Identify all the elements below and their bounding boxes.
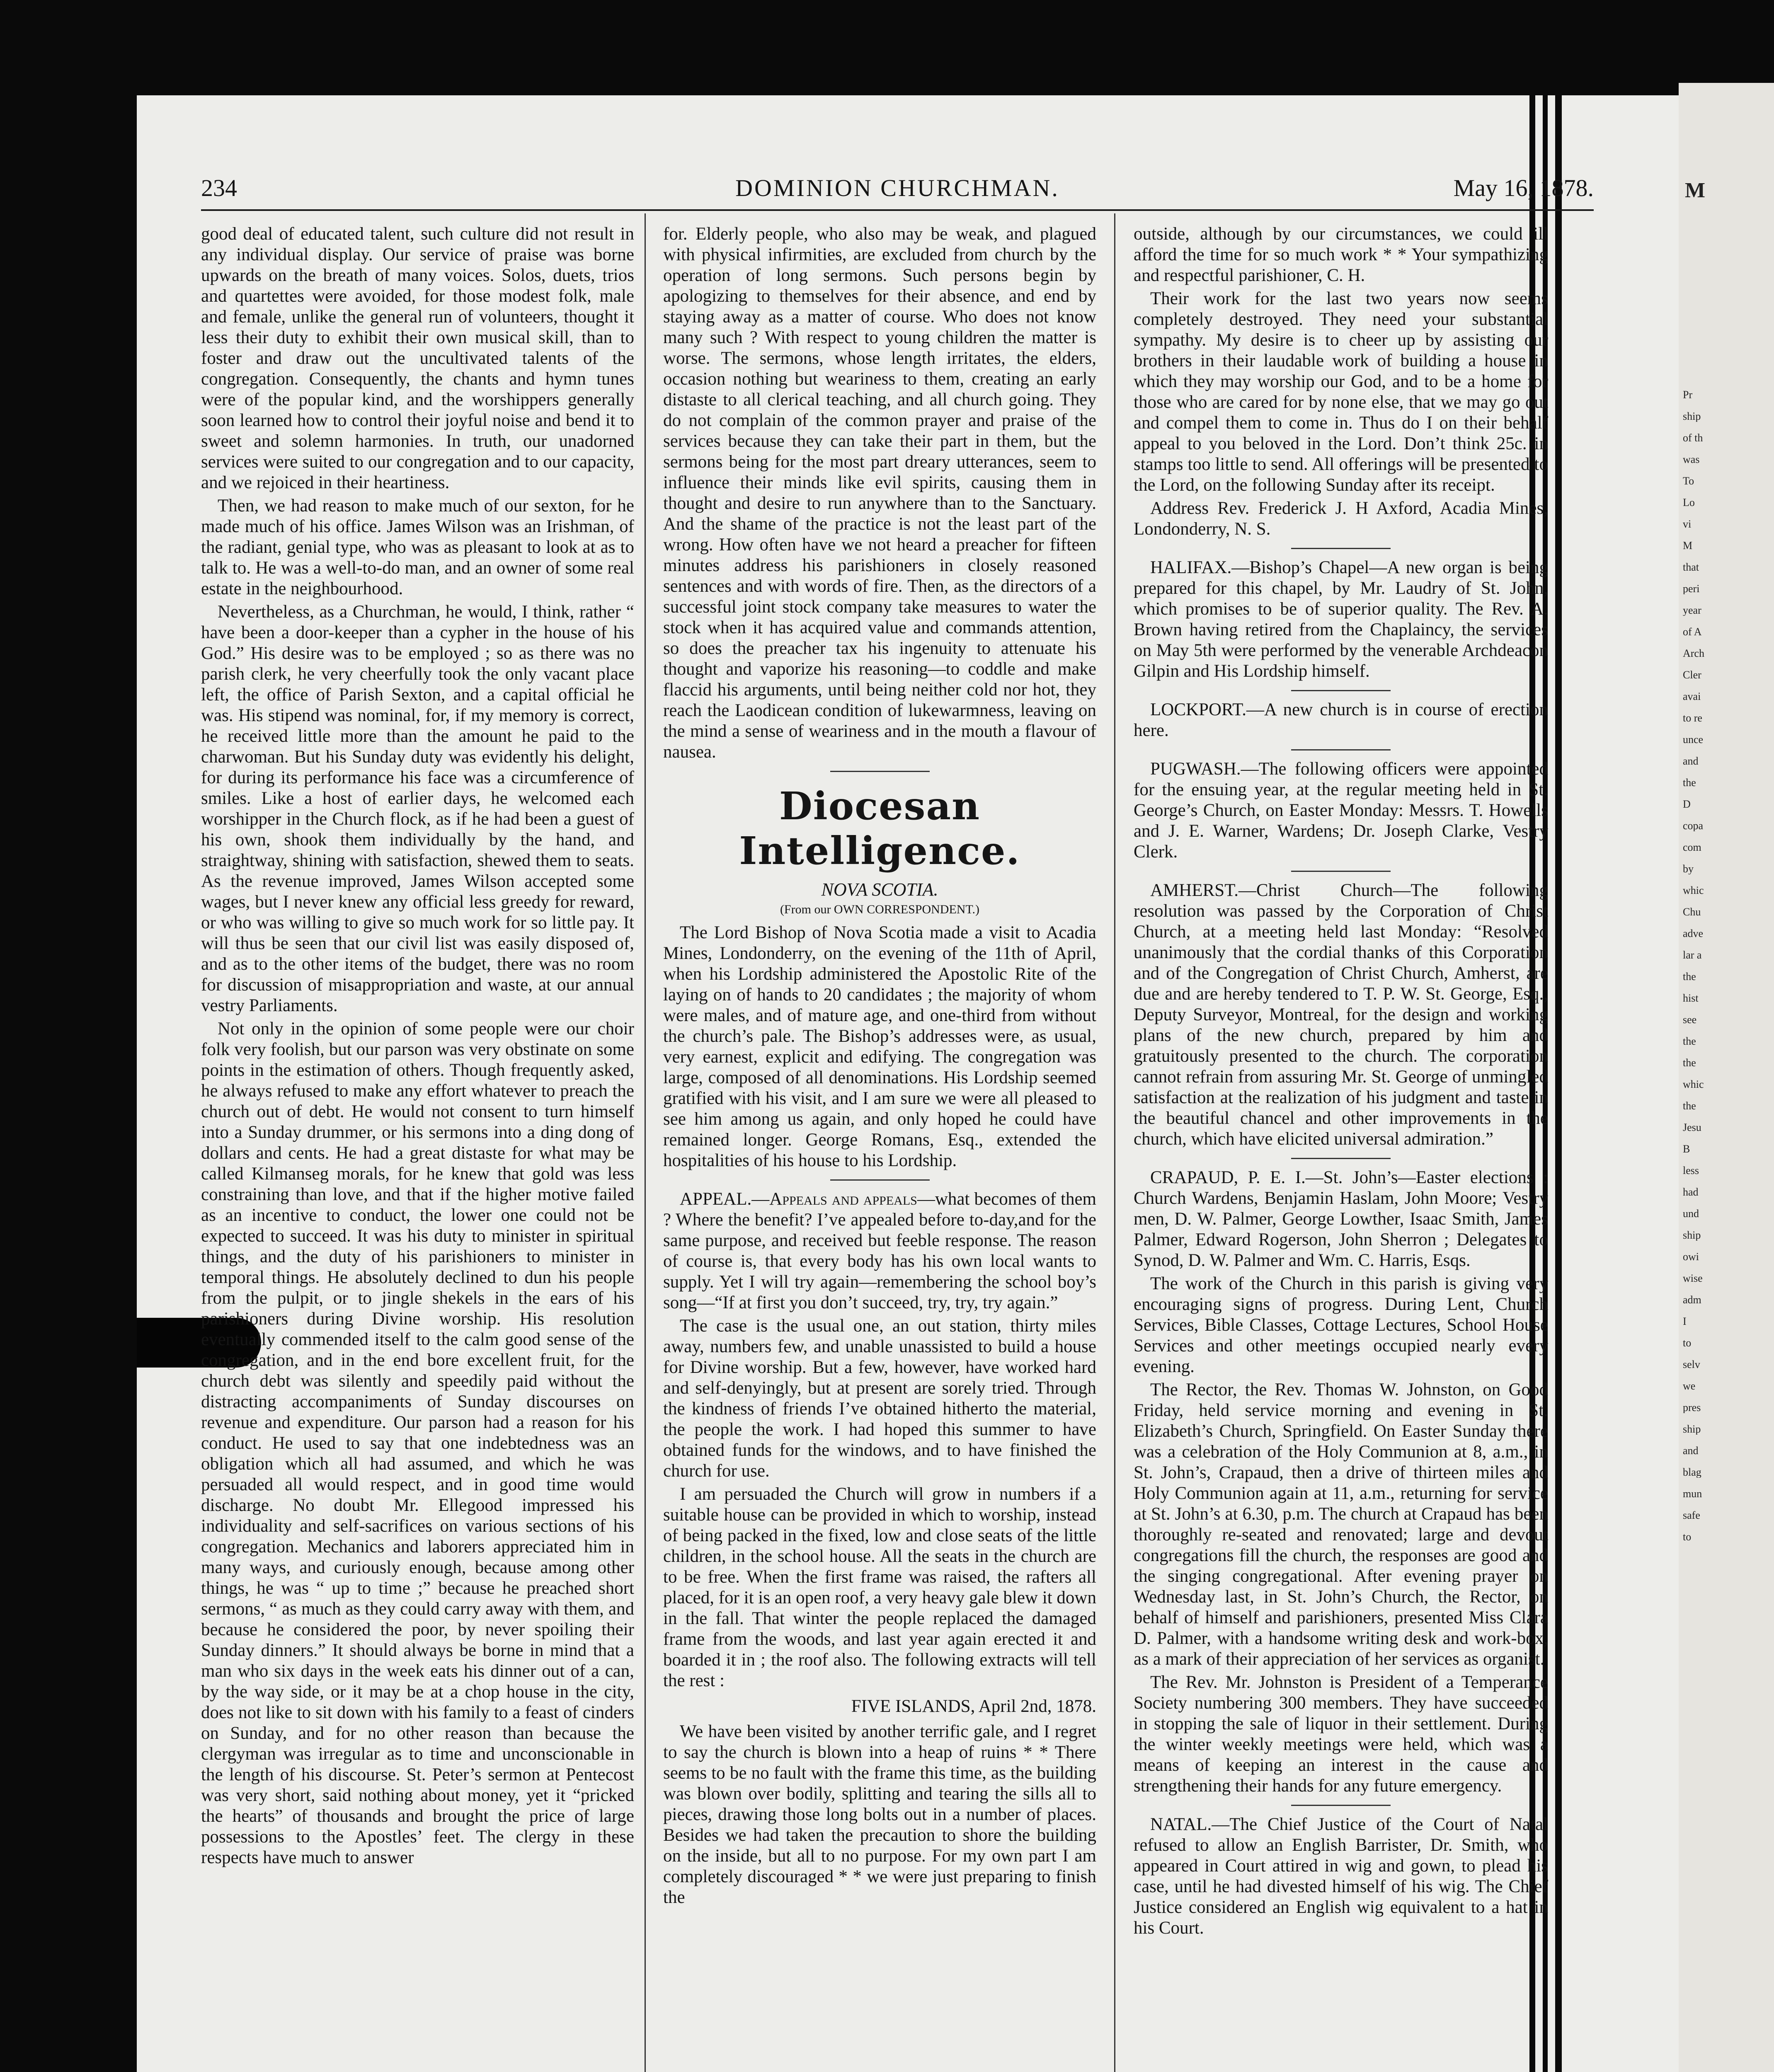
adjacent-page-fragment: blag	[1683, 1467, 1701, 1478]
adjacent-page-fragment: by	[1683, 864, 1694, 874]
page-title: DOMINION CHURCHMAN.	[735, 174, 1059, 201]
adjacent-page-fragment: B	[1683, 1144, 1690, 1155]
adjacent-page-fragment: safe	[1683, 1510, 1700, 1521]
adjacent-page-fragment: that	[1683, 562, 1699, 573]
letter-paragraph: Their work for the last two years now seems completely destroyed. They need your substantial sympathy. My desire is to cheer up by assisting our brothers in their laudable work of building a house in which they may worship our God, and to be a home for those who are cared for by none else, that we may go out and compel them to come in. Thus do I on their behalf appeal to you beloved in the Lord. Don’t think 25c. in stamps too little to send. All offerings will be presented to the Lord, on the following Sunday after its receipt.	[1134, 289, 1548, 495]
adjacent-page-fragment: avai	[1683, 691, 1701, 702]
news-paragraph: LOCKPORT.—A new church is in course of erection here.	[1134, 700, 1548, 740]
letter-dateline: FIVE ISLANDS, April 2nd, 1878.	[851, 1697, 1096, 1716]
page-number: 234	[201, 174, 237, 201]
adjacent-page-fragment: mun	[1683, 1489, 1702, 1499]
adjacent-page-fragment: was	[1683, 454, 1700, 465]
news-paragraph: The Rev. Mr. Johnston is President of a Temperance Society numbering 300 members. They have succeeded in stopping the sale of liquor in their settlement. During the winter weekly meetings were held, which was a means of keeping an interest in the cause and strengthening their hands for any future emergency.	[1134, 1673, 1548, 1796]
letter-paragraph: Address Rev. Frederick J. H Axford, Acadia Mines, Londonderry, N. S.	[1134, 499, 1548, 539]
adjacent-page-fragment: the	[1683, 1058, 1696, 1068]
adjacent-page-fragment: M	[1683, 540, 1693, 551]
news-paragraph: NATAL.—The Chief Justice of the Court of Natal refused to allow an English Barrister, Dr. Smith, who appeared in Court attired in wig and gown, to plead his case, until he had divested himself of his wig. The Chief Justice considered an English wig equivalent to a hat in his Court.	[1134, 1815, 1548, 1938]
news-paragraph: The work of the Church in this parish is giving very encouraging signs of progress. During Lent, Church Services, Bible Classes, Cottage Lectures, School House Services and other meetings occupied nearly every evening.	[1134, 1274, 1548, 1376]
news-paragraph: The Rector, the Rev. Thomas W. Johnston, on Good Friday, held service morning and evening in St. Elizabeth’s Church, Springfield. On Easter Sunday there was a celebration of the Holy Communion at 8, a.m., in St. John’s, Crapaud, then a drive of thirteen miles and Holy Communion again at 11, a.m., returning for service at St. John’s at 6.30, p.m. The church at Crapaud has been thoroughly re-seated and renovated; large and devout congregations fill the church, the responses are good and the singing congregational. After evening prayer on Wednesday last, in St. John’s Church, the Rector, on behalf of himself and parishioners, presented Miss Clara D. Palmer, with a handsome writing desk and work-box, as a mark of their appreciation of her services as organist.	[1134, 1380, 1548, 1669]
appeal-text: —what becomes of them ? Where the benefit? I’ve appealed before to-day,and for the same purpose, and received but feeble response. The reason of course is, that every body has his own local wants to supply. Yet I will try again—remembering the school boy’s song—“If at first you don’t succeed, try, try, try again.”	[663, 1189, 1096, 1312]
adjacent-page-fragment: whic	[1683, 885, 1704, 896]
page-date: May 16, 1878.	[1453, 174, 1594, 201]
adjacent-page-fragment: to	[1683, 1338, 1692, 1348]
section-rule	[1291, 871, 1391, 872]
adjacent-page-fragment: selv	[1683, 1359, 1700, 1370]
adjacent-page-fragment: hist	[1683, 993, 1699, 1004]
letter-paragraph: We have been visited by another terrific gale, and I regret to say the church is blown into a heap of ruins * * There seems to be no fault with the frame this time, as the building was blown over bodily, splitting and tearing the sills all to pieces, drawing those long bolts out in a number of places. Besides we had taken the precaution to shore the building on the inside, but all to no purpose. For my own part I am completely discouraged * * we were just preparing to finish the	[663, 1722, 1096, 1907]
news-paragraph: PUGWASH.—The following officers were appointed for the ensuing year, at the regular meeting held in St. George’s Church, on Easter Monday: Messrs. T. Howells and J. E. Warner, Wardens; Dr. Joseph Clarke, Vestry Clerk.	[1134, 759, 1548, 862]
appeal-heading: APPEAL.—Appeals and appeals	[680, 1189, 917, 1209]
adjacent-page-fragment: see	[1683, 1014, 1697, 1025]
section-rule	[1291, 1158, 1391, 1159]
adjacent-page-fragment: ship	[1683, 411, 1701, 422]
adjacent-page-fragment: pres	[1683, 1402, 1701, 1413]
adjacent-page-fragment: vi	[1683, 519, 1692, 530]
correspondent-line: (From our OWN CORRESPONDENT.)	[780, 903, 980, 916]
adjacent-page-fragment: and	[1683, 1445, 1699, 1456]
adjacent-page-fragment: Chu	[1683, 907, 1701, 917]
adjacent-page-fragment: of th	[1683, 433, 1703, 443]
news-paragraph	[663, 1189, 1096, 1313]
news-paragraph: The Lord Bishop of Nova Scotia made a visit to Acadia Mines, Londonderry, on the evening of the 11th of April, when his Lordship administered the Apostolic Rite of the laying on of hands to 20 candidates ; the majority of whom were males, and of mature age, and one-third from without the church’s pale. The Bishop’s addresses were, as usual, very earnest, explicit and edifying. The congregation was large, composed of all denominations. His Lordship seemed gratified with his visit, and I am sure we were all pleased to see him among us again, and only hoped he could have remained longer. George Romans, Esq., extended the hospitalities of his house to his Lordship.	[663, 923, 1096, 1170]
column-3	[1134, 224, 1548, 2072]
adjacent-page-heading: M	[1685, 179, 1706, 202]
adjacent-page-fragment: To	[1683, 476, 1694, 487]
news-paragraph: CRAPAUD, P. E. I.—St. John’s—Easter elections : Church Wardens, Benjamin Haslam, John Moore; Vestry men, D. W. Palmer, George Lowther, Isaac Smith, James Palmer, Edward Rogerson, John Sherron ; Delegates to Synod, D. W. Palmer and Wm. C. Harris, Esqs.	[1134, 1168, 1548, 1270]
page-header	[201, 174, 1594, 207]
section-rule	[1291, 749, 1391, 750]
article-paragraph: good deal of educated talent, such culture did not result in any individual display. Our service of praise was borne upwards on the breath of many voices. Solos, duets, trios and quartettes were avoided, for those modest folk, male and female, unlike the general run of volunteers, thought it less their duty to exhibit their own musical skill, than to foster and draw out the uncultivated talents of the congregation. Consequently, the chants and hymn tunes were of the popular kind, and the worshippers generally soon learned how to control their joyful noise and bend it to sweet and solemn harmonies. In truth, our unadorned services were suited to our congregation and to our capacity, and we rejoiced in their heartiness.	[201, 224, 634, 492]
section-rule	[830, 1179, 930, 1181]
section-banner: Diocesan Intelligence.	[739, 784, 1020, 873]
adjacent-page-fragment: Arch	[1683, 648, 1704, 659]
article-paragraph: Not only in the opinion of some people were our choir folk very foolish, but our parson was very obstinate on some points in the estimation of others. Though frequently asked, he always refused to make any effort whatever to preach the church out of debt. He would not consent to turn himself into a Sunday drummer, or his sermons into a ding dong of dollars and cents. He had a great distaste for what may be called Kilmanseg morals, for he knew that gold was less constraining than love, and that if the higher motive failed as an incentive to conduct, the lower one could not be expected to succeed. It was his duty to minister in spiritual things, and the duty of his parishioners to minister in temporal things. He absolutely declined to dun his people from the pulpit, or to jingle shekels in the ears of his parishioners during Divine worship. His resolution eventually commended itself to the calm good sense of the congregation, and in the end bore excellent fruit, for the church debt was silently and speedily paid without the distracting accompaniments of Sunday discourses on revenue and expenditure. Our parson had a reason for his conduct. He used to say that one indebtedness was an obligation which all had assumed, and which he was persuaded all would respect, and in good time would discharge. No doubt Mr. Ellegood impressed his individuality and self-sacrifices on various sections of his congregation. Mechanics and laborers appreciated him in many ways, and curiously enough, because among other things, he was “ up to time ;” because he preached short sermons, “ as much as they could carry away with them, and because he considered the poor, by never spoiling their Sunday dinners.” It should always be borne in mind that a man who six days in the week eats his dinner out of a can, by the way side, or it may be at a chop house in the city, does not like to sit down with his family to a feast of cinders on Sunday, and for no other reason than because the clergyman was irregular as to time and unconscionable in the length of his discourse. St. Peter’s sermon at Pentecost was very short, said nothing about money, yet it “pricked the hearts” of thousands and brought the price of large possessions to the Apostles’ feet. The clergy in these respects have much to answer	[201, 1019, 634, 1867]
column-rule	[1114, 213, 1115, 2072]
adjacent-page-fragment: I	[1683, 1316, 1687, 1327]
section-rule	[1291, 548, 1391, 549]
adjacent-page-fragment: year	[1683, 605, 1701, 616]
adjacent-page-fragment: ship	[1683, 1230, 1701, 1241]
adjacent-page-fragment: adm	[1683, 1295, 1701, 1305]
adjacent-page-fragment: Jesu	[1683, 1122, 1701, 1133]
adjacent-page-fragment: Cler	[1683, 670, 1701, 680]
adjacent-page-fragment: had	[1683, 1187, 1699, 1198]
province-heading: NOVA SCOTIA.	[821, 879, 938, 900]
adjacent-page-fragment: Lo	[1683, 497, 1695, 508]
adjacent-page-fragment: less	[1683, 1165, 1699, 1176]
adjacent-page-fragment: to re	[1683, 713, 1702, 724]
adjacent-page-fragment: unce	[1683, 734, 1704, 745]
adjacent-page-fragment: Pr	[1683, 390, 1693, 400]
news-paragraph: AMHERST.—Christ Church—The following resolution was passed by the Corporation of Christ Church, at a meeting held last Monday: “Resolved unanimously that the cordial thanks of this Corporation and of the Congregation of Christ Church, Amherst, are due and are hereby tendered to T. P. W. St. George, Esq., Deputy Surveyor, Montreal, for the design and working plans of the new church, prepared by him and gratuitously presented to the church. The corporation cannot refrain from assuring Mr. St. George of unmingled satisfaction at the realization of his judgment and taste in the beautiful chancel and other improvements in the church, which have elicited universal admiration.”	[1134, 881, 1548, 1149]
adjacent-page-fragment: the	[1683, 1101, 1696, 1111]
section-rule	[1291, 1805, 1391, 1806]
letter-paragraph: outside, although by our circumstances, we could ill afford the time for so much work * * Your sympathizing and respectful parishioner, C. H.	[1134, 224, 1548, 285]
article-paragraph: for. Elderly people, who also may be weak, and plagued with physical infirmities, are excluded from church by the operation of long sermons. Such persons begin by apologizing to themselves for their absence, and end by staying away as a matter of course. Who does not know many such ? With respect to young children the matter is worse. The sermons, whose length irritates, the elders, occasion nothing but weariness to them, creating an early distaste to all clerical teaching, and all church going. They do not complain of the common prayer and praise of the services because they can take their part in them, but the sermons being for the most part dreary utterances, seem to influence their minds like evil spirits, causing them in thought and desire to run anywhere than to the Sanctuary. And the shame of the practice is not the least part of the wrong. How often have we not heard a preacher for fifteen minutes address his parishioners in closely reasoned sentences and with words of fire. Then, as the directors of a successful joint stock company take measures to water the stock when it has acquired value and commands attention, so does the preacher tax his ingenuity to attenuate his thought and vaporize his reasoning—to coddle and make flaccid his arguments, until being neither cold nor hot, they reach the Laodicean condition of lukewarmness, leaving on the mind a sense of weariness and in the mouth a flavour of nausea.	[663, 224, 1096, 762]
adjacent-page-fragment: to	[1683, 1532, 1692, 1542]
scan-band	[1555, 0, 1562, 2072]
adjacent-page-fragment: copa	[1683, 821, 1704, 831]
column-2	[663, 224, 1096, 2072]
adjacent-page-fragment: lar a	[1683, 950, 1702, 961]
header-rule	[201, 209, 1594, 211]
adjacent-page-fragment: owi	[1683, 1251, 1699, 1262]
adjacent-page-fragment: wise	[1683, 1273, 1703, 1284]
adjacent-page-fragment: peri	[1683, 583, 1700, 594]
adjacent-page-fragment: the	[1683, 1036, 1696, 1047]
adjacent-page-fragment: the	[1683, 971, 1696, 982]
adjacent-page-fragment: und	[1683, 1208, 1699, 1219]
column-rule	[645, 213, 646, 2072]
news-paragraph: HALIFAX.—Bishop’s Chapel—A new organ is being prepared for this chapel, by Mr. Laudry of St. John, which promises to be of superior quality. The Rev. A. Brown having retired from the Chaplaincy, the services on May 5th were performed by the venerable Archdeacon Gilpin and His Lordship himself.	[1134, 558, 1548, 681]
news-paragraph: I am persuaded the Church will grow in numbers if a suitable house can be provided in which to worship, instead of being packed in the fixed, low and close seats of the little children, in the school house. All the seats in the church are to be free. When the first frame was raised, the rafters all placed, for it is an open roof, a very heavy gale blew it down in the fall. That winter the people replaced the damaged frame from the woods, and last year again erected it and boarded it in ; the roof also. The following extracts will tell the rest :	[663, 1484, 1096, 1690]
adjacent-page-fragment: adve	[1683, 928, 1704, 939]
section-rule	[1291, 690, 1391, 691]
adjacent-page-fragment: and	[1683, 756, 1699, 767]
adjacent-page-fragment: D	[1683, 799, 1691, 810]
adjacent-page-fragment: we	[1683, 1381, 1696, 1392]
adjacent-page-edge	[1679, 83, 1774, 2072]
article-paragraph: Nevertheless, as a Churchman, he would, I think, rather “ have been a door-keeper than a cypher in the house of his God.” His desire was to be employed ; so as there was no parish clerk, he very cheerfully took the only vacant place left, the office of Parish Sexton, and a capital official he was. His stipend was nominal, for, if my memory is correct, he received little more than the amount he paid to the charwoman. But his Sunday duty was evidently his delight, for during its performance his face was a circumference of smiles. Like a host of earlier days, he welcomed each worshipper in the Church flock, as if he had been a guest of his own, shook them individually by the hand, and straightway, shining with satisfaction, shewed them to seats. As the revenue improved, James Wilson accepted some wages, but I never knew any official less greedy for reward, or who was willing to give so much work for so little pay. It will thus be seen that our civil list was easily disposed of, and as to the other items of the budget, there was no room for discussion of misappropriation and waste, at our annual vestry Parliaments.	[201, 602, 634, 1015]
section-rule	[830, 771, 930, 772]
adjacent-page-fragment: of A	[1683, 627, 1702, 637]
adjacent-page-fragment: ship	[1683, 1424, 1701, 1435]
news-paragraph: The case is the usual one, an out station, thirty miles away, numbers few, and unable unassisted to build a house for Divine worship. But a few, however, have worked hard and self-denyingly, but at present are sorely tried. Through the kindness of friends I’ve obtained hitherto the material, the people the work. I had hoped this summer to have obtained funds for the windows, and to have finished the church for use.	[663, 1316, 1096, 1481]
adjacent-page-fragment: the	[1683, 777, 1696, 788]
adjacent-page-fragment: whic	[1683, 1079, 1704, 1090]
column-1	[201, 224, 634, 2072]
adjacent-page-fragment: com	[1683, 842, 1701, 853]
article-paragraph: Then, we had reason to make much of our sexton, for he made much of his office. James Wilson was an Irishman, of the radiant, genial type, who was as pleasant to look at as to talk to. He was a well-to-do man, and an owner of some real estate in the neighbourhood.	[201, 496, 634, 598]
